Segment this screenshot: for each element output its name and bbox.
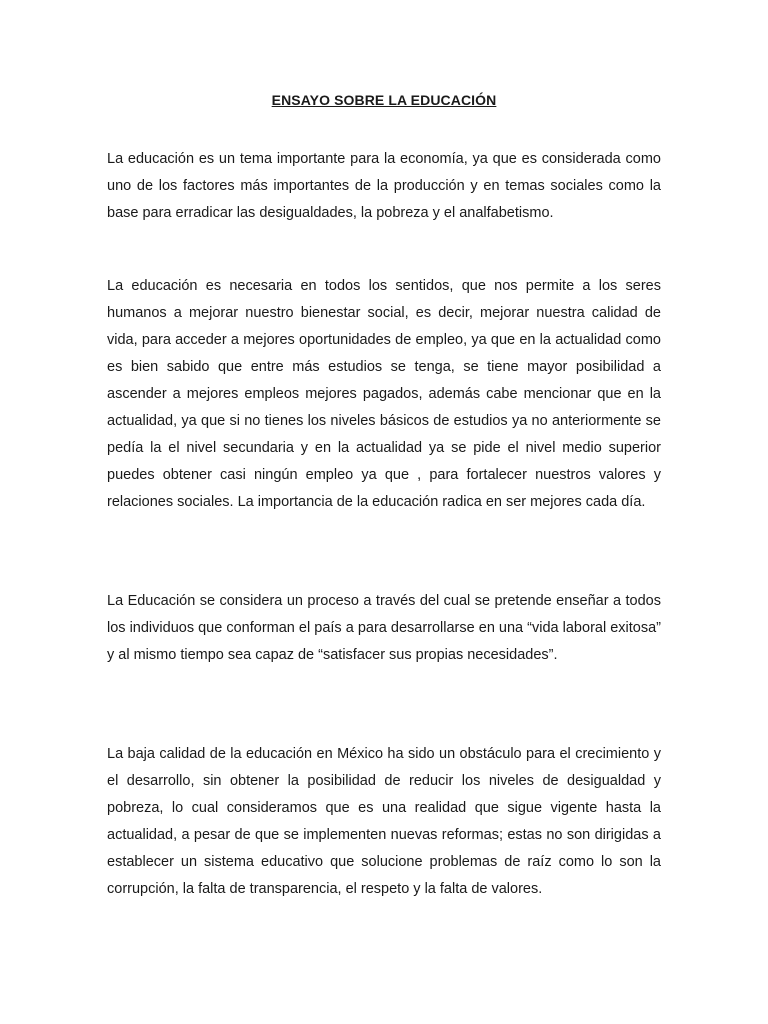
paragraph-2: La educación es necesaria en todos los sentidos, que nos permite a los seres humanos a mejorar nuestro bienestar social, es decir, mejorar nuestra calidad de vida, para acceder a mejores oportunidades de empleo, ya que en la actualidad como es bien sabido que entre más estudios se tenga, se tiene mayor posibilidad a ascender a mejores empleos mejores pagados, además cabe mencionar que en la actualidad, ya que si no tienes los niveles básicos de estudios ya no anteriormente se pedía la el nivel secundaria y en la actualidad ya se pide el nivel medio superior puedes obtener casi ningún empleo ya que , para fortalecer nuestros valores y relaciones sociales. La importancia de la educación radica en ser mejores cada día. bbox=[107, 278, 661, 510]
paragraph-4: La baja calidad de la educación en México ha sido un obstáculo para el crecimiento y el desarrollo, sin obtener la posibilidad de reducir los niveles de desigualdad y pobreza, lo cual consideramos que es una realidad que sigue vigente hasta la actualidad, a pesar de que se implementen nuevas reformas; estas no son dirigidas a establecer un sistema educativo que solucione problemas de raíz como lo son la corrupción, la falta de transparencia, el respeto y la falta de valores. bbox=[107, 746, 661, 897]
document-title: ENSAYO SOBRE LA EDUCACIÓN bbox=[271, 92, 497, 108]
paragraph-3: La Educación se considera un proceso a través del cual se pretende enseñar a todos los individuos que conforman el país a para desarrollarse en una “vida laboral exitosa” y al mismo tiempo sea capaz de “satisfacer sus propias necesidades”. bbox=[107, 593, 661, 663]
paragraph-1: La educación es un tema importante para la economía, ya que es considerada como uno de los factores más importantes de la producción y en temas sociales como la base para erradicar las desigualdades, la pobreza y el analfabetismo. bbox=[107, 151, 661, 221]
